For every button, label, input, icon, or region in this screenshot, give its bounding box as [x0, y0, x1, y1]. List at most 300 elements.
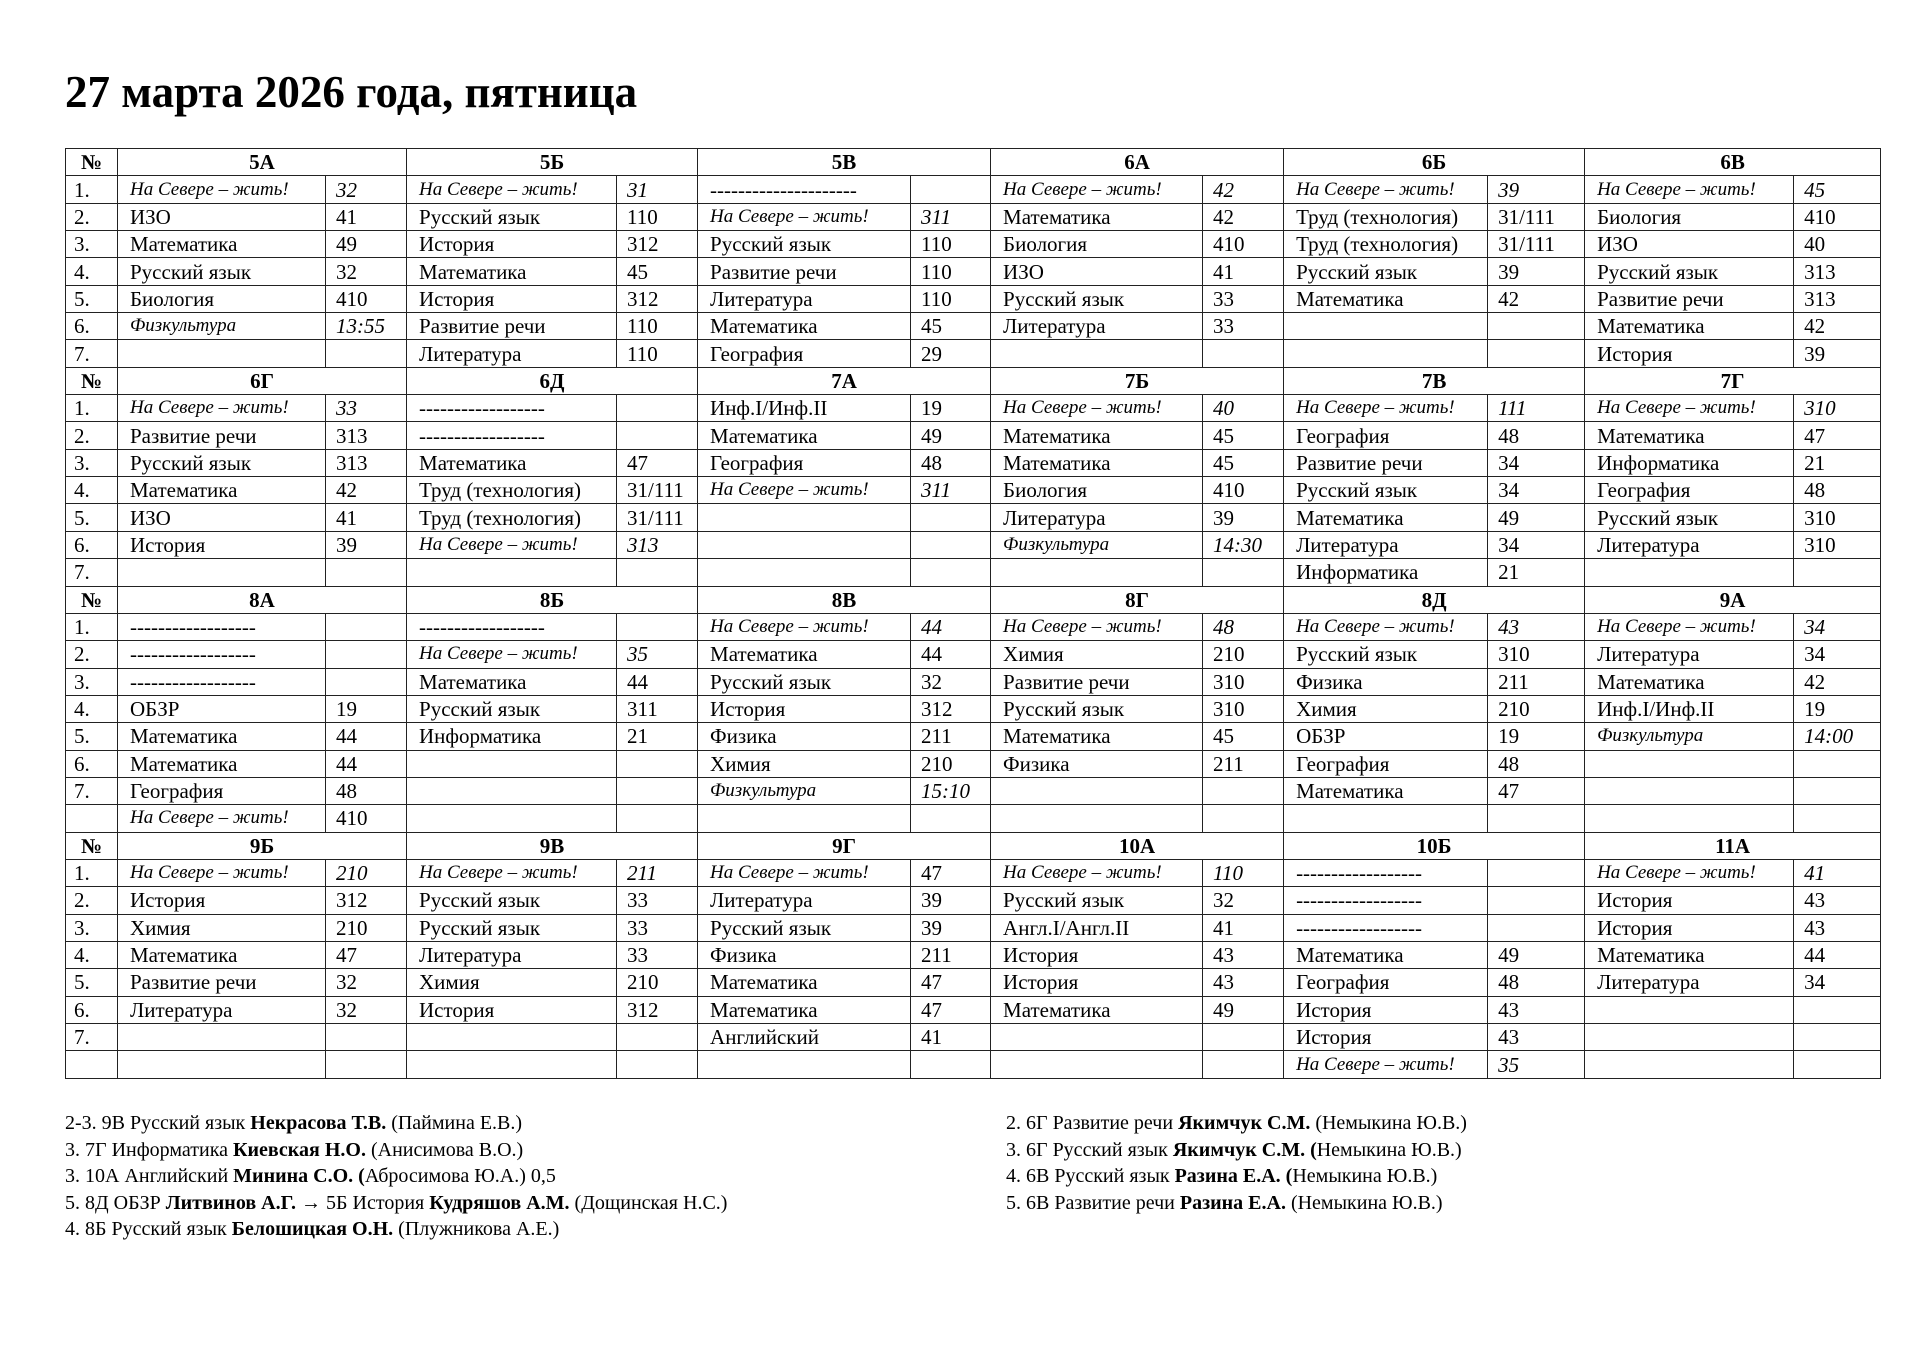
lesson-room: 31/111: [1488, 203, 1585, 230]
lesson-subject: Инф.I/Инф.II: [698, 395, 911, 422]
note-text: 5. 8Д ОБЗР: [65, 1191, 166, 1214]
lesson-subject: История: [1284, 996, 1488, 1023]
lesson-room: 48: [326, 777, 407, 804]
class-name: 6А: [991, 149, 1284, 176]
lesson-subject: История: [407, 231, 617, 258]
lesson-subject: Литература: [1284, 531, 1488, 558]
lesson-subject: ------------------: [118, 668, 326, 695]
lesson-row: [66, 859, 1881, 886]
lesson-room: 45: [911, 313, 991, 340]
lesson-subject: [407, 805, 617, 832]
class-name: 9Г: [698, 832, 991, 859]
lesson-subject: ------------------: [407, 395, 617, 422]
lesson-subject: Математика: [1284, 941, 1488, 968]
lesson-subject: География: [118, 777, 326, 804]
lesson-subject: Информатика: [1585, 449, 1794, 476]
lesson-room: [1794, 777, 1881, 804]
lesson-subject: Русский язык: [1585, 258, 1794, 285]
lesson-subject: [1585, 996, 1794, 1023]
lesson-subject: ИЗО: [118, 504, 326, 531]
lesson-subject: Математика: [118, 477, 326, 504]
lesson-room: 310: [1488, 641, 1585, 668]
lesson-room: 21: [1794, 449, 1881, 476]
substitution-notes-right: [1006, 1110, 1467, 1216]
lesson-subject: [991, 777, 1203, 804]
lesson-room: 34: [1488, 477, 1585, 504]
class-name: 9А: [1585, 586, 1881, 613]
lesson-subject: Англ.I/Англ.II: [991, 914, 1203, 941]
lesson-room: 42: [1488, 285, 1585, 312]
lesson-subject: Физкультура: [698, 777, 911, 804]
lesson-subject: ------------------: [1284, 914, 1488, 941]
lesson-subject: Развитие речи: [1284, 449, 1488, 476]
lesson-number: 2.: [66, 422, 118, 449]
lesson-subject: Русский язык: [1284, 641, 1488, 668]
lesson-room: 33: [326, 395, 407, 422]
lesson-room: 210: [326, 914, 407, 941]
lesson-subject: На Севере – жить!: [698, 477, 911, 504]
class-name: 6В: [1585, 149, 1881, 176]
lesson-row: [66, 887, 1881, 914]
lesson-room: 42: [1794, 313, 1881, 340]
teacher-name: Киевская Н.О.: [232, 1138, 366, 1161]
lesson-subject: Физика: [698, 941, 911, 968]
lesson-room: 39: [1794, 340, 1881, 367]
lesson-subject: Развитие речи: [991, 668, 1203, 695]
lesson-room: 312: [617, 231, 698, 258]
substitution-note: [65, 1216, 727, 1243]
lesson-number: 6.: [66, 313, 118, 340]
note-text: 2-3. 9В Русский язык: [65, 1112, 251, 1134]
lesson-room: [617, 395, 698, 422]
lesson-number: 5.: [66, 723, 118, 750]
lesson-row: [66, 969, 1881, 996]
lesson-subject: История: [1585, 914, 1794, 941]
schedule-body: [66, 149, 1881, 1079]
class-name: 9Б: [118, 832, 407, 859]
lesson-room: 48: [911, 449, 991, 476]
lesson-room: 33: [617, 914, 698, 941]
lesson-room: 111: [1488, 395, 1585, 422]
lesson-room: [1488, 340, 1585, 367]
lesson-room: [617, 805, 698, 832]
lesson-room: 49: [911, 422, 991, 449]
lesson-room: 31/111: [617, 504, 698, 531]
lesson-room: 32: [326, 258, 407, 285]
lesson-room: 43: [1488, 613, 1585, 640]
lesson-room: 210: [1488, 695, 1585, 722]
lesson-subject: История: [1284, 1024, 1488, 1051]
lesson-room: 211: [1203, 750, 1284, 777]
substitution-note: [65, 1110, 727, 1137]
lesson-subject: [1585, 805, 1794, 832]
lesson-subject: Литература: [1585, 641, 1794, 668]
lesson-subject: Биология: [1585, 203, 1794, 230]
lesson-subject: Математика: [1284, 777, 1488, 804]
teacher-name: Литвинов А.Г.: [165, 1191, 297, 1214]
lesson-row: [66, 231, 1881, 258]
lesson-subject: [407, 777, 617, 804]
note-text: Абросимова Ю.А.) 0,5: [364, 1165, 556, 1187]
page-title: 27 марта 2026 года, пятница: [65, 67, 638, 117]
lesson-room: 210: [326, 859, 407, 886]
lesson-subject: История: [991, 969, 1203, 996]
lesson-subject: ------------------: [118, 641, 326, 668]
lesson-room: 42: [1203, 203, 1284, 230]
lesson-subject: Русский язык: [407, 203, 617, 230]
substitution-note: [1006, 1137, 1467, 1164]
lesson-room: [1794, 559, 1881, 586]
lesson-subject: На Севере – жить!: [407, 176, 617, 203]
lesson-room: 32: [326, 176, 407, 203]
lesson-subject: [1585, 1024, 1794, 1051]
lesson-room: 110: [617, 313, 698, 340]
lesson-room: 44: [617, 668, 698, 695]
lesson-room: 313: [326, 449, 407, 476]
lesson-subject: Литература: [698, 887, 911, 914]
lesson-room: [617, 1051, 698, 1078]
class-name: 9В: [407, 832, 698, 859]
lesson-row: [66, 777, 1881, 804]
note-text: 3. 7Г Информатика: [65, 1138, 233, 1161]
lesson-number: [66, 1051, 118, 1078]
lesson-subject: Химия: [118, 914, 326, 941]
class-header-row: [66, 149, 1881, 176]
lesson-room: 40: [1794, 231, 1881, 258]
lesson-subject: На Севере – жить!: [118, 176, 326, 203]
note-text: Немыкина Ю.В.): [1292, 1165, 1438, 1187]
lesson-room: 41: [1203, 914, 1284, 941]
lesson-row: [66, 613, 1881, 640]
lesson-room: 311: [911, 477, 991, 504]
lesson-subject: Математика: [698, 422, 911, 449]
lesson-subject: [991, 805, 1203, 832]
lesson-number: 2.: [66, 203, 118, 230]
lesson-subject: География: [1284, 750, 1488, 777]
lesson-room: 33: [617, 887, 698, 914]
lesson-room: 310: [1203, 668, 1284, 695]
lesson-room: 210: [617, 969, 698, 996]
lesson-room: [1488, 914, 1585, 941]
lesson-subject: История: [118, 531, 326, 558]
class-name: 10Б: [1284, 832, 1585, 859]
lesson-subject: [118, 1024, 326, 1051]
lesson-room: 310: [1203, 695, 1284, 722]
lesson-subject: Развитие речи: [407, 313, 617, 340]
lesson-subject: География: [1585, 477, 1794, 504]
lesson-subject: [407, 1051, 617, 1078]
lesson-room: 42: [1794, 668, 1881, 695]
lesson-subject: На Севере – жить!: [991, 176, 1203, 203]
lesson-subject: ------------------: [407, 613, 617, 640]
lesson-room: 14:00: [1794, 723, 1881, 750]
lesson-room: [326, 1051, 407, 1078]
lesson-room: 49: [1203, 996, 1284, 1023]
lesson-room: [1488, 805, 1585, 832]
lesson-subject: Русский язык: [698, 231, 911, 258]
lesson-room: 32: [911, 668, 991, 695]
lesson-room: [1794, 1051, 1881, 1078]
lesson-room: 110: [617, 340, 698, 367]
lesson-room: [1488, 887, 1585, 914]
lesson-subject: География: [698, 340, 911, 367]
lesson-subject: [991, 1024, 1203, 1051]
lesson-room: 42: [1203, 176, 1284, 203]
lesson-subject: География: [1284, 969, 1488, 996]
lesson-subject: География: [1284, 422, 1488, 449]
lesson-room: [1203, 1051, 1284, 1078]
lesson-room: [326, 340, 407, 367]
lesson-subject: Русский язык: [698, 668, 911, 695]
note-text: 2. 6Г Развитие речи: [1006, 1112, 1179, 1134]
class-name: 5Б: [407, 149, 698, 176]
lesson-room: 39: [1203, 504, 1284, 531]
lesson-row: [66, 203, 1881, 230]
lesson-subject: На Севере – жить!: [1585, 176, 1794, 203]
lesson-room: [326, 1024, 407, 1051]
lesson-number: 2.: [66, 887, 118, 914]
class-name: 5В: [698, 149, 991, 176]
lesson-subject: Русский язык: [698, 914, 911, 941]
lesson-subject: Развитие речи: [698, 258, 911, 285]
lesson-subject: На Севере – жить!: [991, 859, 1203, 886]
lesson-subject: Математика: [698, 641, 911, 668]
lesson-number: 1.: [66, 859, 118, 886]
lesson-subject: Математика: [1585, 668, 1794, 695]
lesson-room: [617, 750, 698, 777]
lesson-number: 7.: [66, 777, 118, 804]
lesson-room: 211: [911, 941, 991, 968]
lesson-subject: Математика: [698, 996, 911, 1023]
lesson-room: [617, 559, 698, 586]
note-text: (Анисимова В.О.): [365, 1138, 524, 1161]
lesson-subject: Труд (технология): [1284, 231, 1488, 258]
note-text: 3. 10А Английский: [65, 1165, 234, 1187]
class-name: 6Г: [118, 367, 407, 394]
lesson-subject: Труд (технология): [407, 504, 617, 531]
lesson-subject: [991, 1051, 1203, 1078]
lesson-room: 210: [911, 750, 991, 777]
lesson-subject: Литература: [991, 313, 1203, 340]
lesson-room: 44: [1794, 941, 1881, 968]
lesson-number: 5.: [66, 969, 118, 996]
lesson-room: 110: [617, 203, 698, 230]
lesson-number: 3.: [66, 914, 118, 941]
lesson-room: 313: [1794, 285, 1881, 312]
lesson-row: [66, 531, 1881, 558]
lesson-room: 311: [911, 203, 991, 230]
lesson-room: 31/111: [617, 477, 698, 504]
lesson-subject: Русский язык: [118, 258, 326, 285]
lesson-subject: [407, 750, 617, 777]
lesson-subject: Русский язык: [991, 887, 1203, 914]
lesson-row: [66, 695, 1881, 722]
lesson-room: 110: [911, 231, 991, 258]
lesson-subject: ОБЗР: [118, 695, 326, 722]
lesson-room: 410: [326, 285, 407, 312]
lesson-room: [617, 1024, 698, 1051]
lesson-subject: [1284, 340, 1488, 367]
lesson-subject: Математика: [1284, 285, 1488, 312]
lesson-number: 2.: [66, 641, 118, 668]
lesson-subject: Русский язык: [1585, 504, 1794, 531]
lesson-subject: На Севере – жить!: [1284, 1051, 1488, 1078]
lesson-subject: [991, 340, 1203, 367]
lesson-subject: Математика: [118, 231, 326, 258]
lesson-number: [66, 805, 118, 832]
lesson-subject: Математика: [1284, 504, 1488, 531]
lesson-subject: На Севере – жить!: [698, 203, 911, 230]
lesson-room: 21: [1488, 559, 1585, 586]
lesson-subject: Химия: [698, 750, 911, 777]
teacher-name: Разина Е.А.: [1179, 1191, 1286, 1214]
lesson-subject: Информатика: [1284, 559, 1488, 586]
lesson-subject: [698, 805, 911, 832]
note-text: 4. 6В Русский язык: [1006, 1165, 1175, 1187]
lesson-room: 42: [326, 477, 407, 504]
lesson-number: 7.: [66, 559, 118, 586]
lesson-subject: Математика: [1585, 941, 1794, 968]
lesson-subject: На Севере – жить!: [407, 859, 617, 886]
substitution-note: [1006, 1163, 1467, 1190]
class-name: 8Д: [1284, 586, 1585, 613]
substitution-note: [1006, 1110, 1467, 1137]
lesson-subject: Математика: [118, 750, 326, 777]
lesson-row: [66, 1024, 1881, 1051]
lesson-subject: Английский: [698, 1024, 911, 1051]
teacher-name: Белошицкая О.Н.: [231, 1218, 394, 1240]
lesson-room: 310: [1794, 531, 1881, 558]
lesson-row: [66, 313, 1881, 340]
lesson-room: 21: [617, 723, 698, 750]
lesson-room: 44: [326, 723, 407, 750]
lesson-row: [66, 914, 1881, 941]
lesson-subject: Русский язык: [1284, 258, 1488, 285]
lesson-room: 48: [1488, 969, 1585, 996]
class-name: 6Б: [1284, 149, 1585, 176]
lesson-subject: Русский язык: [407, 695, 617, 722]
note-text: 3. 6Г Русский язык: [1006, 1138, 1173, 1161]
lesson-room: [1488, 313, 1585, 340]
lesson-subject: Химия: [991, 641, 1203, 668]
lesson-subject: Математика: [1585, 313, 1794, 340]
lesson-room: [911, 176, 991, 203]
class-name: 7А: [698, 367, 991, 394]
lesson-subject: Биология: [118, 285, 326, 312]
lesson-subject: [1284, 805, 1488, 832]
lesson-room: [911, 805, 991, 832]
class-header-row: [66, 832, 1881, 859]
lesson-room: 39: [1488, 258, 1585, 285]
teacher-name: Некрасова Т.В.: [250, 1112, 387, 1134]
lesson-room: 45: [1203, 449, 1284, 476]
lesson-room: 39: [1488, 176, 1585, 203]
lesson-subject: Развитие речи: [1585, 285, 1794, 312]
lesson-subject: На Севере – жить!: [118, 805, 326, 832]
lesson-subject: Развитие речи: [118, 969, 326, 996]
lesson-room: [911, 559, 991, 586]
lesson-room: 41: [1203, 258, 1284, 285]
lesson-room: [326, 668, 407, 695]
note-text: (Дощинская Н.С.): [569, 1191, 728, 1214]
lesson-number: 3.: [66, 231, 118, 258]
lesson-row: [66, 176, 1881, 203]
lesson-row: [66, 340, 1881, 367]
lesson-room: 43: [1488, 1024, 1585, 1051]
class-name: 8В: [698, 586, 991, 613]
class-name: 6Д: [407, 367, 698, 394]
lesson-subject: Математика: [1585, 422, 1794, 449]
lesson-room: [1203, 805, 1284, 832]
lesson-room: 110: [1203, 859, 1284, 886]
lesson-room: 34: [1488, 449, 1585, 476]
lesson-subject: Инф.I/Инф.II: [1585, 695, 1794, 722]
lesson-subject: География: [698, 449, 911, 476]
lesson-subject: Математика: [407, 668, 617, 695]
lesson-row: [66, 668, 1881, 695]
note-text: (Немыкина Ю.В.): [1310, 1112, 1467, 1134]
lesson-room: 14:30: [1203, 531, 1284, 558]
lesson-room: 33: [1203, 313, 1284, 340]
lesson-room: [326, 559, 407, 586]
class-header-row: [66, 586, 1881, 613]
lesson-room: 43: [1203, 941, 1284, 968]
lesson-room: 40: [1203, 395, 1284, 422]
lesson-room: 33: [617, 941, 698, 968]
lesson-subject: На Севере – жить!: [1585, 613, 1794, 640]
substitution-note: [65, 1163, 727, 1190]
lesson-room: 310: [1794, 395, 1881, 422]
lesson-room: 33: [1203, 285, 1284, 312]
lesson-subject: История: [698, 695, 911, 722]
class-name: 5А: [118, 149, 407, 176]
lesson-room: 47: [911, 996, 991, 1023]
lesson-row: [66, 504, 1881, 531]
lesson-subject: ИЗО: [1585, 231, 1794, 258]
lesson-subject: Литература: [698, 285, 911, 312]
lesson-number-header: №: [66, 832, 118, 859]
lesson-subject: Развитие речи: [118, 422, 326, 449]
lesson-room: 49: [1488, 504, 1585, 531]
lesson-row: [66, 805, 1881, 832]
lesson-subject: ОБЗР: [1284, 723, 1488, 750]
lesson-room: [1794, 996, 1881, 1023]
lesson-subject: На Севере – жить!: [407, 641, 617, 668]
note-text: (Паймина Е.В.): [386, 1112, 523, 1134]
lesson-number: 4.: [66, 695, 118, 722]
lesson-subject: Биология: [991, 231, 1203, 258]
lesson-number: 5.: [66, 504, 118, 531]
teacher-name: Минина С.О. (: [233, 1165, 365, 1187]
lesson-subject: ------------------: [118, 613, 326, 640]
lesson-number-header: №: [66, 586, 118, 613]
lesson-subject: [407, 559, 617, 586]
lesson-subject: На Севере – жить!: [118, 395, 326, 422]
lesson-row: [66, 285, 1881, 312]
lesson-room: 313: [326, 422, 407, 449]
lesson-room: 35: [617, 641, 698, 668]
lesson-subject: Химия: [407, 969, 617, 996]
lesson-subject: Физика: [1284, 668, 1488, 695]
note-text: → 5Б История: [296, 1191, 430, 1214]
class-name: 7Б: [991, 367, 1284, 394]
lesson-subject: Русский язык: [407, 887, 617, 914]
lesson-room: 47: [1794, 422, 1881, 449]
lesson-subject: Математика: [698, 969, 911, 996]
lesson-room: 310: [1794, 504, 1881, 531]
lesson-room: 39: [911, 887, 991, 914]
note-text: (Немыкина Ю.В.): [1285, 1191, 1443, 1214]
